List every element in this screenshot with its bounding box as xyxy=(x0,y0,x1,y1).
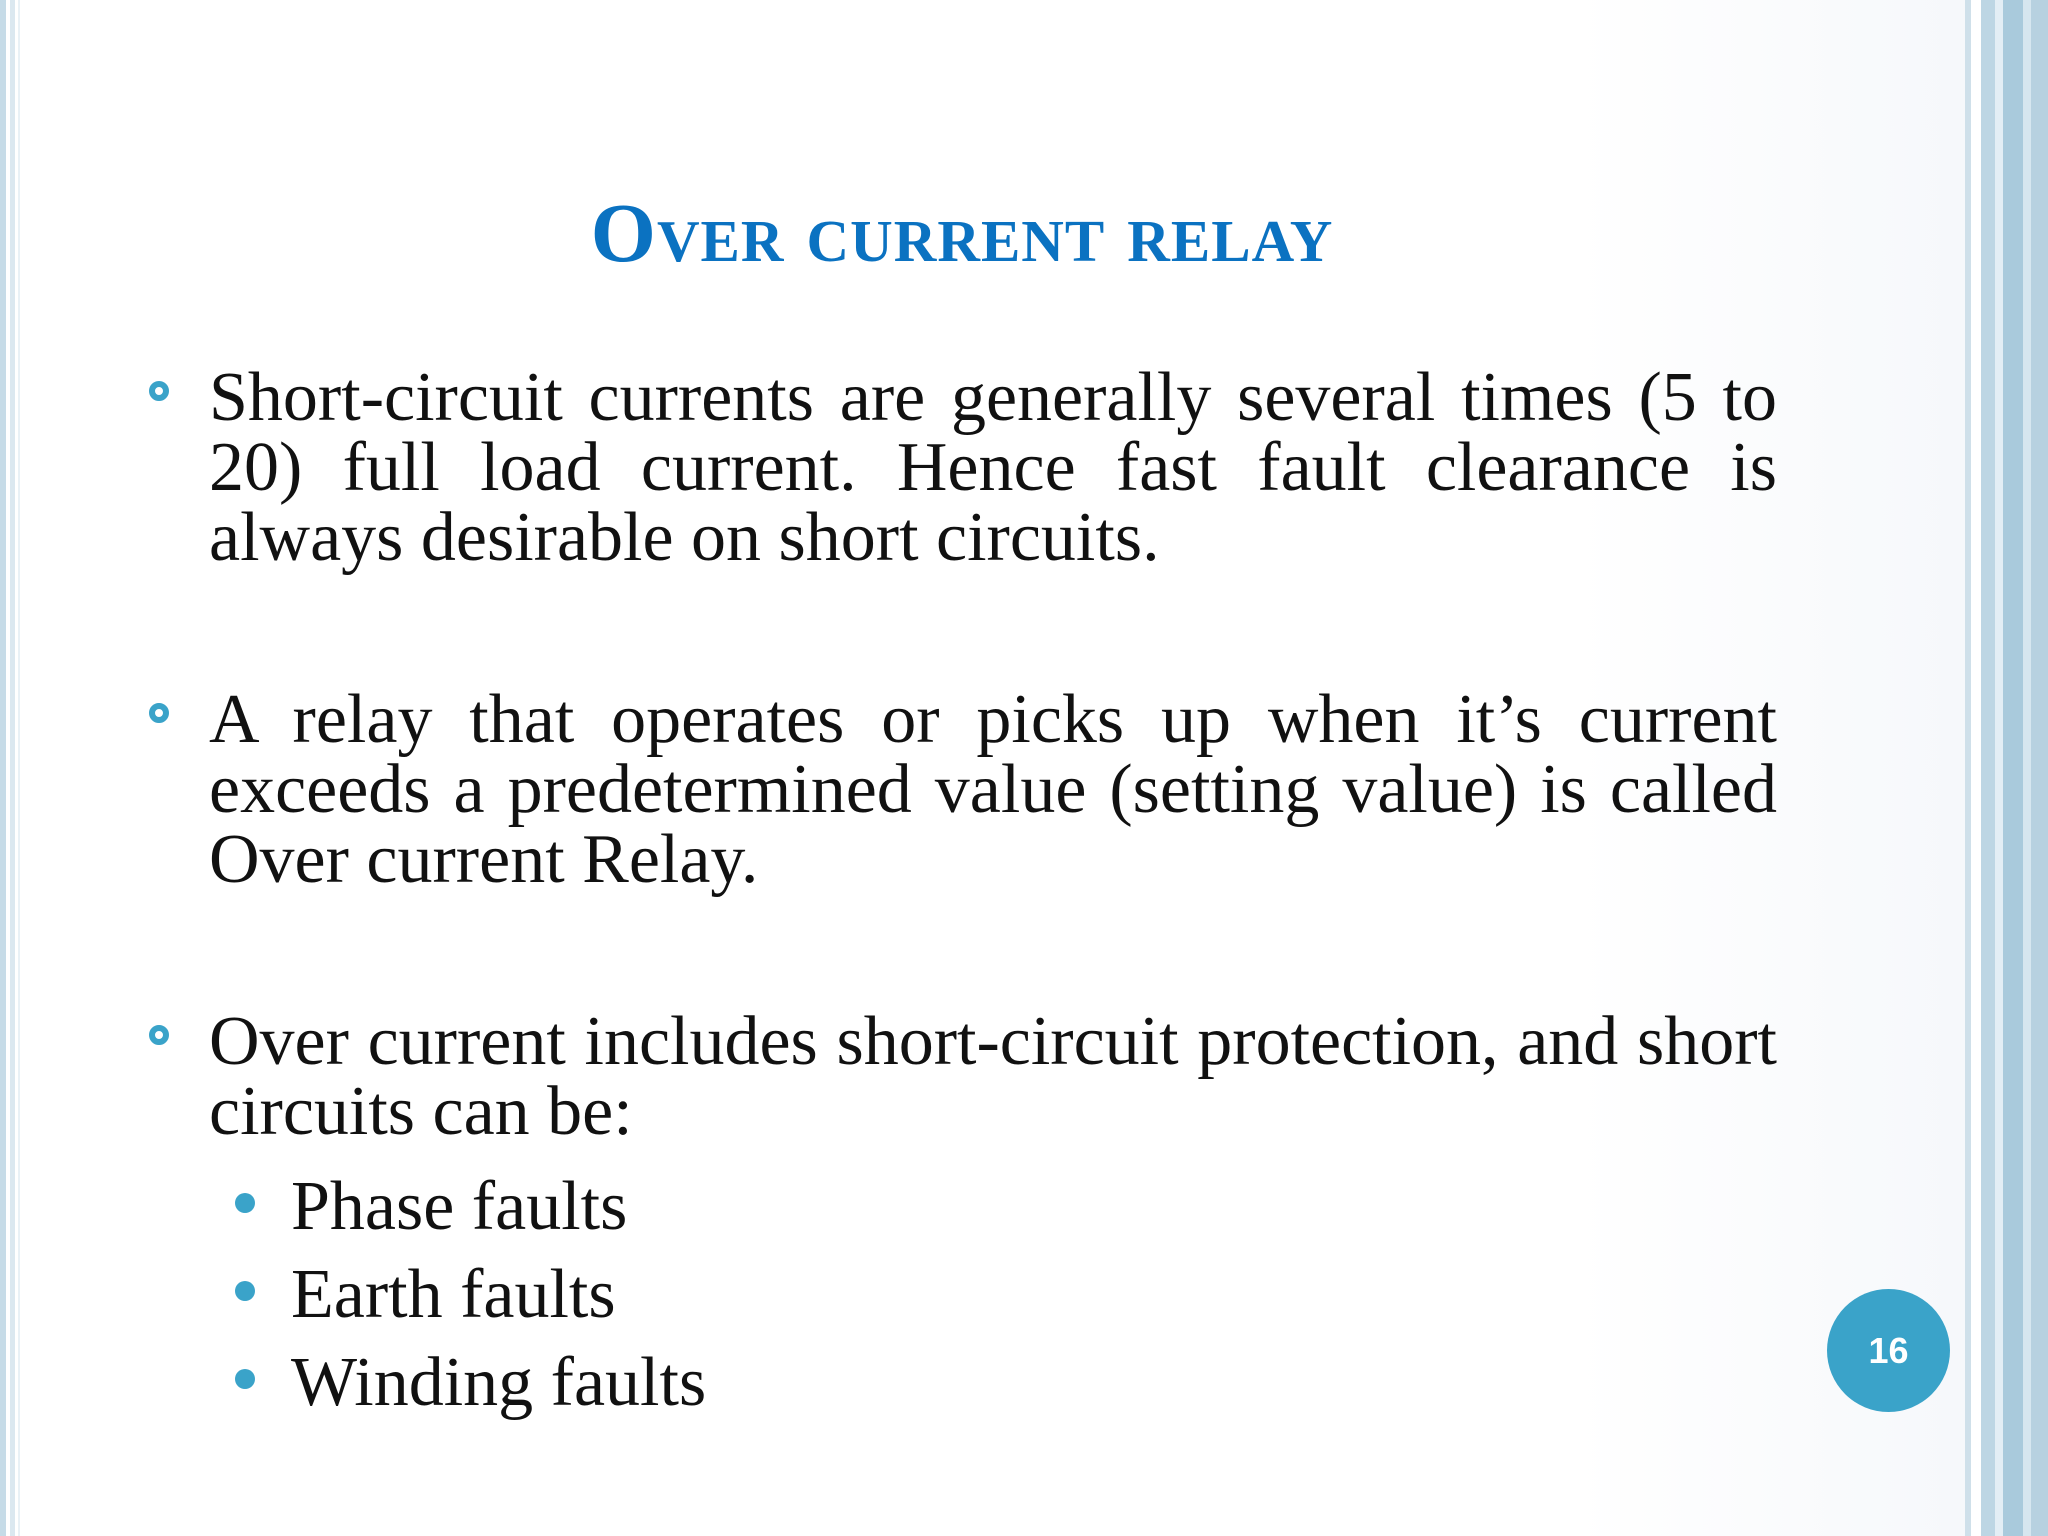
bullet-list xyxy=(147,359,1777,1427)
slide-canvas xyxy=(22,0,1965,1536)
bullet-item xyxy=(147,681,1777,898)
bullet-text: Over current includes short-circuit protection, and short circuits can be: xyxy=(209,1003,1777,1150)
page-number: 16 xyxy=(1868,1329,1909,1371)
sub-bullet-text: Earth faults xyxy=(291,1256,616,1333)
slide-title: Over current relay xyxy=(590,187,1334,280)
right-border-stripes xyxy=(1965,0,2048,1536)
bullet-text: Short-circuit currents are generally several times (5 to 20) full load current. Hence fast fault clearance is always desirable on short circuits. xyxy=(209,359,1777,576)
ring-bullet-icon xyxy=(149,703,169,723)
page-number-badge xyxy=(1827,1289,1950,1412)
dot-bullet-icon xyxy=(235,1369,255,1389)
dot-bullet-icon xyxy=(235,1281,255,1301)
sub-bullet-item xyxy=(209,1163,1777,1251)
sub-bullet-item xyxy=(209,1251,1777,1339)
left-border-stripe xyxy=(10,0,15,1536)
sub-bullet-list xyxy=(209,1163,1777,1427)
sub-bullet-text: Winding faults xyxy=(291,1344,707,1421)
bullet-item xyxy=(147,1003,1777,1427)
sub-bullet-text: Phase faults xyxy=(291,1168,628,1245)
ring-bullet-icon xyxy=(149,381,169,401)
sub-bullet-item xyxy=(209,1339,1777,1427)
ring-bullet-icon xyxy=(149,1025,169,1045)
dot-bullet-icon xyxy=(235,1193,255,1213)
bullet-item xyxy=(147,359,1777,576)
bullet-text: A relay that operates or picks up when it’s current exceeds a predetermined value (setting value) is called Over current Relay. xyxy=(209,681,1777,898)
left-border-stripe xyxy=(18,0,20,1536)
left-border-stripe xyxy=(0,0,6,1536)
